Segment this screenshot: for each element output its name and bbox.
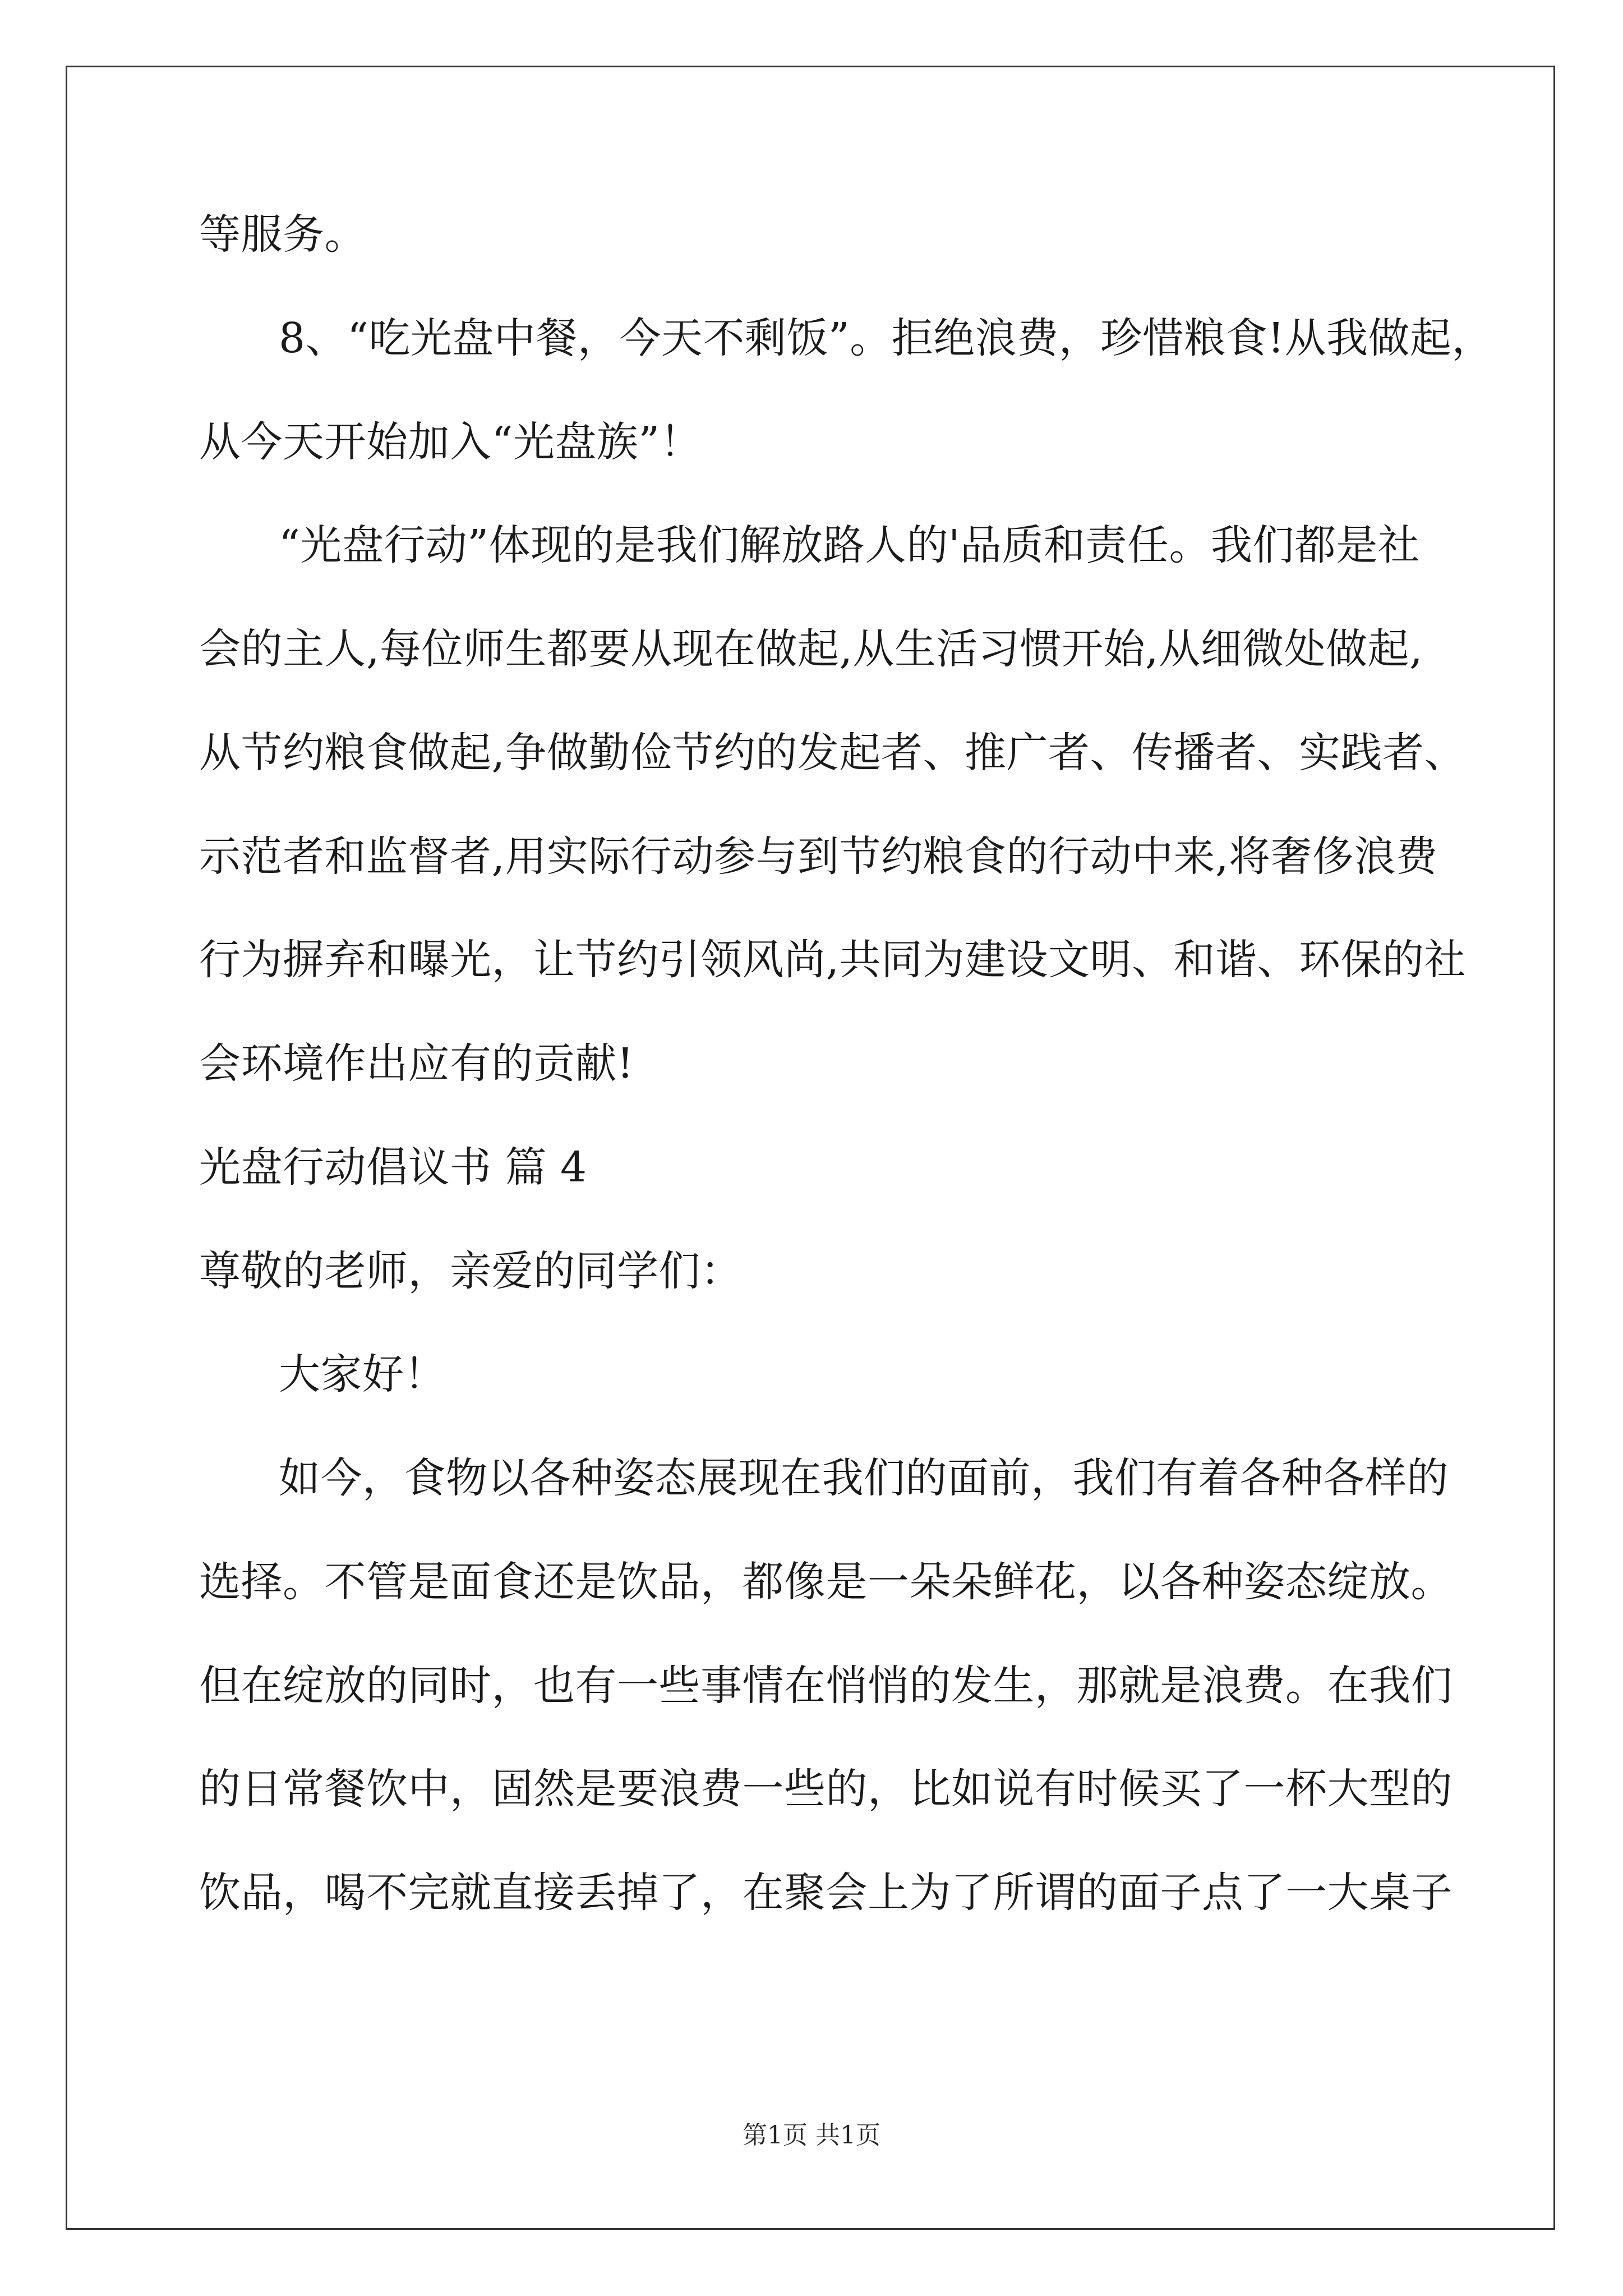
- text-line: 选择。不管是面食还是饮品，都像是一朵朵鲜花，以各种姿态绽放。: [199, 1558, 1453, 1606]
- text-line: 如今，食物以各种姿态展现在我们的面前，我们有着各种各样的: [279, 1454, 1449, 1502]
- text-line: 从节约粮食做起,争做勤俭节约的发起者、推广者、传播者、实践者、: [199, 729, 1467, 777]
- text-line: 饮品，喝不完就直接丢掉了，在聚会上为了所谓的面子点了一大桌子: [199, 1869, 1453, 1917]
- text-line: “光盘行动”体现的是我们解放路人的'品质和责任。我们都是社: [279, 521, 1420, 569]
- section-heading: 光盘行动倡议书 篇 4: [199, 1143, 587, 1191]
- text-line: 会的主人,每位师生都要从现在做起,从生活习惯开始,从细微处做起,: [199, 625, 1423, 673]
- greeting: 大家好！: [279, 1350, 446, 1398]
- text-line: 但在绽放的同时，也有一些事情在悄悄的发生，那就是浪费。在我们: [199, 1662, 1453, 1710]
- text-line: 行为摒弃和曝光，让节约引领风尚,共同为建设文明、和谐、环保的社: [199, 936, 1467, 984]
- text-line: 等服务。: [199, 210, 366, 259]
- text-line: 示范者和监督者,用实际行动参与到节约粮食的行动中来,将奢侈浪费: [199, 832, 1438, 881]
- text-line: 从今天开始加入“光盘族”！: [199, 418, 702, 466]
- text-line: 的日常餐饮中，固然是要浪费一些的，比如说有时候买了一杯大型的: [199, 1765, 1453, 1813]
- text-line: 8、“吃光盘中餐，今天不剩饭”。拒绝浪费，珍惜粮食!从我做起，: [279, 314, 1493, 362]
- page-number: 第1页 共1页: [743, 2121, 880, 2150]
- text-line: 会环境作出应有的贡献!: [199, 1039, 634, 1088]
- salutation: 尊敬的老师，亲爱的同学们：: [199, 1247, 743, 1295]
